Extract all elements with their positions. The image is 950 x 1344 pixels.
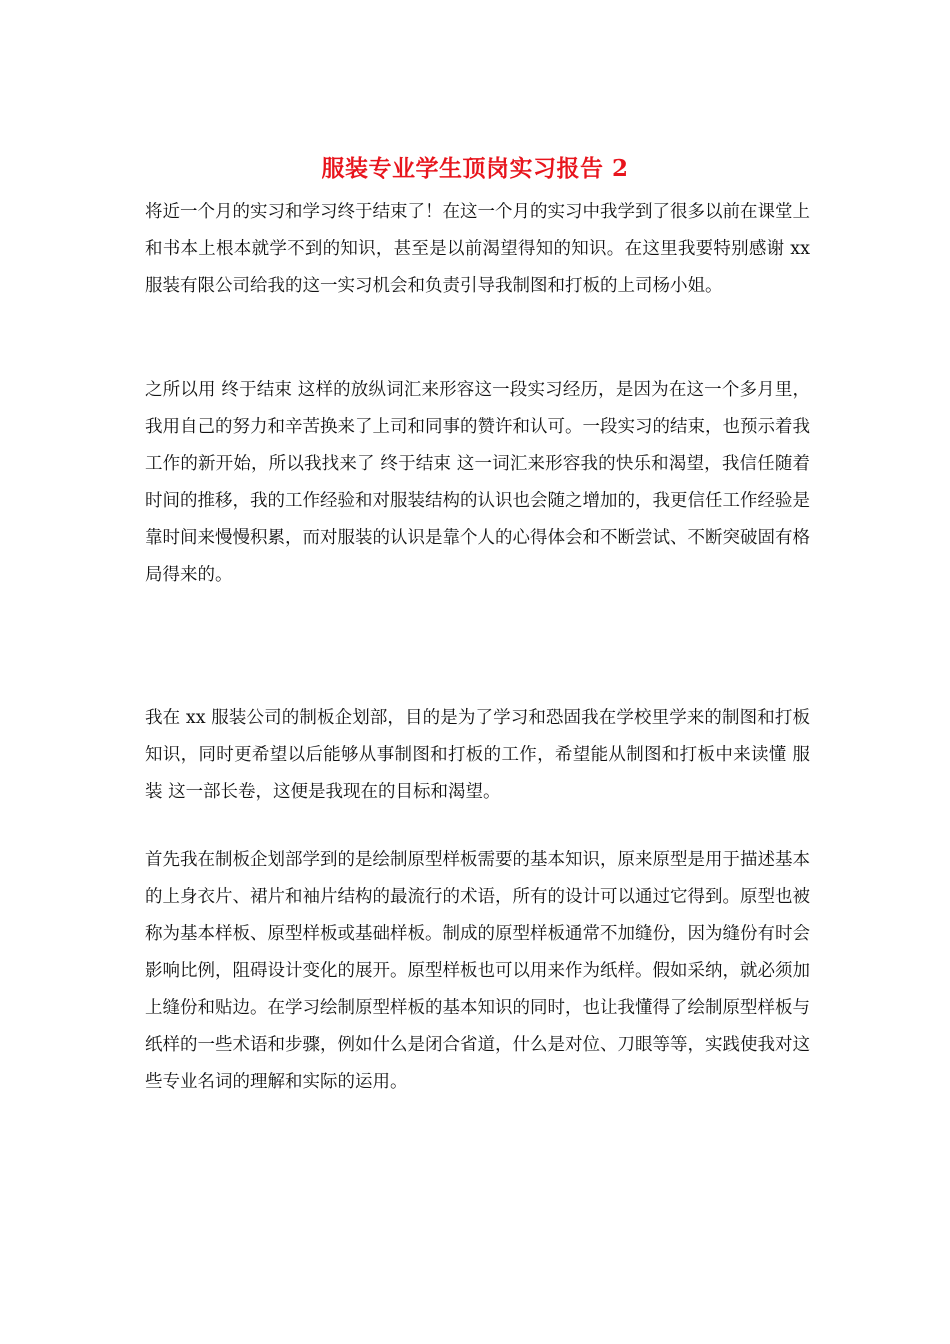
paragraph-1: 将近一个月的实习和学习终于结束了！在这一个月的实习中我学到了很多以前在课堂上和书本上根本就学不到的知识，甚至是以前渴望得知的知识。在这里我要特别感谢 xx 服装有限公司给我的这一实习机会和负责引导我制图和打板的上司杨小姐。 <box>145 202 810 296</box>
paragraph-4: 首先我在制板企划部学到的是绘制原型样板需要的基本知识，原来原型是用于描述基本的上身衣片、裙片和袖片结构的最流行的术语，所有的设计可以通过它得到。原型也被称为基本样板、原型样板或基础样板。制成的原型样板通常不加缝份，因为缝份有时会影响比例，阻碍设计变化的展开。原型样板也可以用来作为纸样。假如采纳，就必须加上缝份和贴边。在学习绘制原型样板的基本知识的同时，也让我懂得了绘制原型样板与纸样的一些术语和步骤，例如什么是闭合省道，什么是对位、刀眼等等，实践使我对这些专业名词的理解和实际的运用。 <box>145 850 810 1092</box>
paragraph-3: 我在 xx 服装公司的制板企划部，目的是为了学习和恐固我在学校里学来的制图和打板知识，同时更希望以后能够从事制图和打板的工作，希望能从制图和打板中来读懂 服装 这一部长卷，这便是我现在的目标和渴望。 <box>145 708 810 802</box>
document-title: 服装专业学生顶岗实习报告 2 <box>321 155 629 182</box>
paragraph-2: 之所以用 终于结束 这样的放纵词汇来形容这一段实习经历，是因为在这一个多月里，我用自己的努力和辛苦换来了上司和同事的赞许和认可。一段实习的结束，也预示着我工作的新开始，所以我找来了 终于结束 这一词汇来形容我的快乐和渴望，我信任随着时间的推移，我的工作经验和对服装结构的认识也会随之增加的，我更信任工作经验是靠时间来慢慢积累，而对服装的认识是靠个人的心得体会和不断尝试、不断突破固有格局得来的。 <box>145 380 810 585</box>
